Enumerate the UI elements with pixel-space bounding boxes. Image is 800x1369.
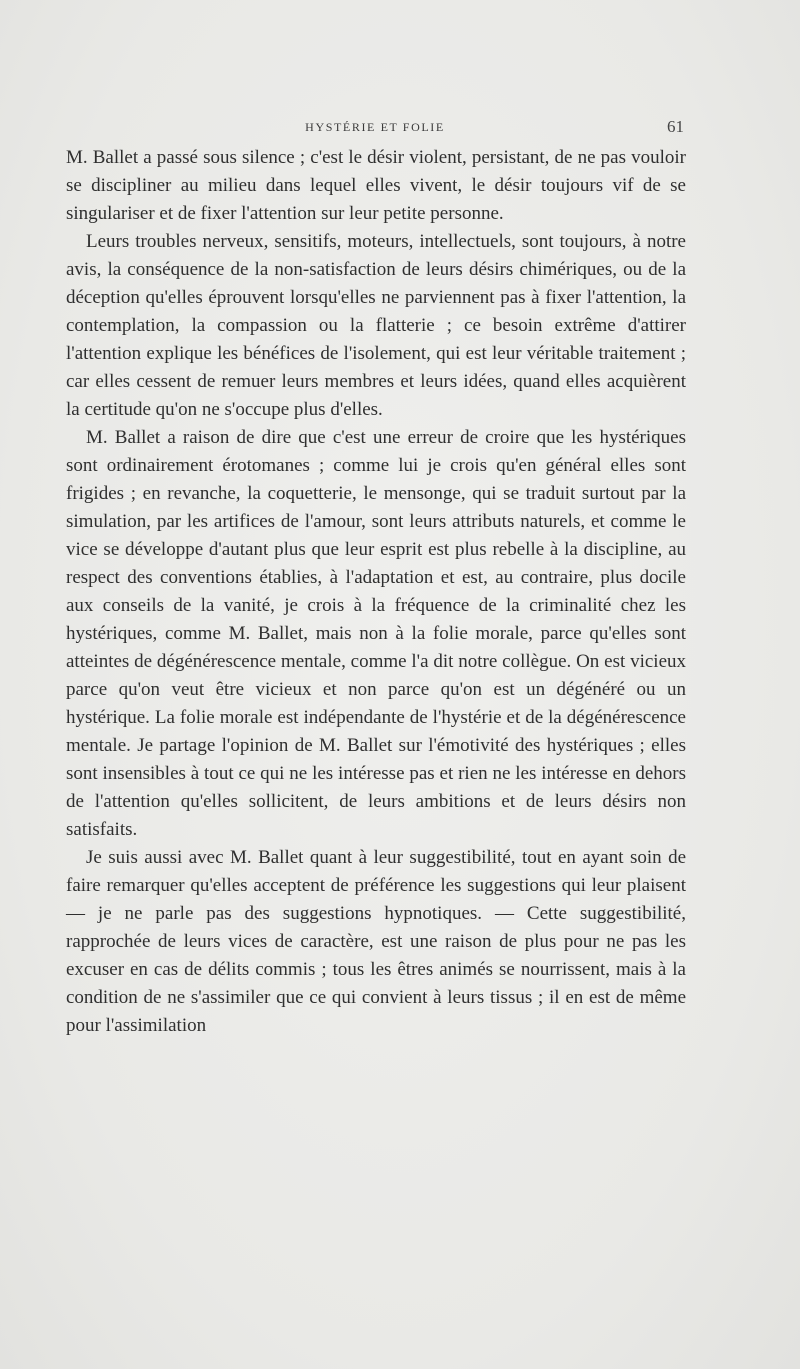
- running-head: [66, 118, 684, 138]
- paragraph: M. Ballet a passé sous silence ; c'est le désir violent, persistant, de ne pas vouloir se discipliner au milieu dans lequel elles vivent, le désir toujours vif de se singulariser et de fixer l'attention sur leur petite personne.: [66, 147, 686, 224]
- paragraph: Leurs troubles nerveux, sensitifs, moteurs, intellectuels, sont toujours, à notre avis, la conséquence de la non-satisfaction de leurs désirs chimériques, ou de la déception qu'elles éprouvent lorsqu'elles ne parviennent pas à fixer l'attention, la contemplation, la compassion ou la flatterie ; ce besoin extrême d'attirer l'attention explique les bénéfices de l'isolement, qui est leur véritable traitement ; car elles cessent de remuer leurs membres et leurs idées, quand elles acquièrent la certitude qu'on ne s'occupe plus d'elles.: [66, 231, 686, 420]
- body-text: [66, 144, 686, 1040]
- running-title: HYSTÉRIE ET FOLIE: [305, 120, 445, 134]
- paragraph: M. Ballet a raison de dire que c'est une erreur de croire que les hystériques sont ordinairement érotomanes ; comme lui je crois qu'en général elles sont frigides ; en revanche, la coquetterie, le mensonge, qui se traduit surtout par la simulation, par les artifices de l'amour, sont leurs attributs naturels, et comme le vice se développe d'autant plus que leur esprit est plus rebelle à la discipline, au respect des conventions établies, à l'adaptation et est, au contraire, plus docile aux conseils de la vanité, je crois à la fréquence de la criminalité chez les hystériques, comme M. Ballet, mais non à la folie morale, parce qu'elles sont atteintes de dégénérescence mentale, comme l'a dit notre collègue. On est vicieux parce qu'on veut être vicieux et non parce qu'on est un dégénéré ou un hystérique. La folie morale est indépendante de l'hystérie et de la dégénérescence mentale. Je partage l'opinion de M. Ballet sur l'émotivité des hystériques ; elles sont insensibles à tout ce qui ne les intéresse pas et rien ne les intéresse en dehors de l'attention qu'elles sollicitent, de leurs ambitions et de leurs désirs non satisfaits.: [66, 427, 686, 840]
- page-number: 61: [667, 117, 684, 136]
- paragraph: Je suis aussi avec M. Ballet quant à leur suggestibilité, tout en ayant soin de faire remarquer qu'elles acceptent de préférence les suggestions qui leur plaisent — je ne parle pas des suggestions hypnotiques. — Cette suggestibilité, rapprochée de leurs vices de caractère, est une raison de plus pour ne pas les excuser en cas de délits commis ; tous les êtres animés se nourrissent, mais à la condition de ne s'assimiler que ce qui convient à leurs tissus ; il en est de même pour l'assimilation: [66, 847, 686, 1036]
